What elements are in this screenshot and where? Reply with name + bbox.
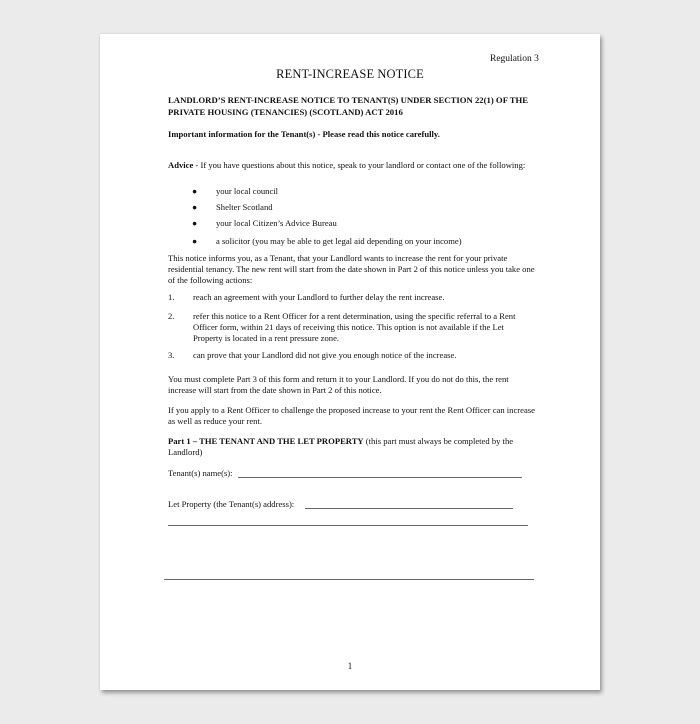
bullet-icon: ● (192, 236, 198, 246)
action-text: can prove that your Landlord did not give you enough notice of the increase. (193, 350, 457, 360)
advice-text: - If you have questions about this notice, speak to your landlord or contact one of the following: (193, 160, 526, 170)
page-number: 1 (347, 661, 353, 671)
part3-notice: You must complete Part 3 of this form and return it to your Landlord. If you do not do this, the rent increase will start from the date shown in Part 2 of this notice. (168, 374, 509, 395)
action-number: 3. (168, 350, 175, 360)
part1-note: (this part must always be completed by the Landlord) (168, 436, 514, 457)
let-property-label: Let Property (the Tenant(s) address): (168, 499, 295, 509)
rent-officer-notice: If you apply to a Rent Officer to challenge the proposed increase to your rent the Rent Officer can increase as well as reduce your rent. (168, 405, 535, 426)
tenant-names-label: Tenant(s) name(s): (168, 468, 233, 478)
bullet-icon: ● (192, 218, 198, 228)
bullet-icon: ● (192, 186, 198, 196)
let-property-field-line2[interactable] (168, 525, 528, 526)
regulation-label: Regulation 3 (490, 54, 539, 64)
action-number: 2. (168, 311, 175, 321)
advice-paragraph (168, 160, 538, 171)
action-text: reach an agreement with your Landlord to further delay the rent increase. (193, 292, 445, 302)
let-property-field[interactable] (305, 508, 513, 509)
tenant-names-field[interactable] (238, 477, 522, 478)
advice-label: Advice (168, 160, 194, 170)
document-page: Regulation 3 RENT-INCREASE NOTICE LANDLORD’S RENT-INCREASE NOTICE TO TENANT(S) UNDER SECTION 22(1) OF THE PRIVATE HOUSING (TENANCIES) (SCOTLAND) ACT 2016 Important information for the Tenant(s) - Please read this notice carefully. Advice - If you have questions about this notice, speak to your landlord or contact one of the following: ● your local council ● Shelter Scotland ● your local Citizen’s Advice Bureau ● a solicitor (you may be able to get legal aid depending on your income) This notice informs you, as a Tenant, that your Landlord wants to increase the rent for your private residential tenancy. The new rent will start from the date shown in Part 2 of this notice unless you take one of the following actions: 1. reach an agreement with your Landlord to further delay the rent increase. 2. refer this notice to a Rent Officer for a rent determination, using the specific referral to a Rent Officer form, within 21 days of receiving this notice. This option is not available if the Let Property is located in a rent pressure zone. 3. can prove that your Landlord did not give you enough notice of the increase. You must complete Part 3 of this form and return it to your Landlord. If you do not do this, the rent increase will start from the date shown in Part 2 of this notice. If you apply to a Rent Officer to challenge the proposed increase to your rent the Rent Officer can increase as well as reduce your rent. Part 1 – THE TENANT AND THE LET PROPERTY (this part must always be completed by the Landlord) Tenant(s) name(s): Let Property (the Tenant(s) address): 1 (100, 34, 600, 690)
notice-heading: LANDLORD’S RENT-INCREASE NOTICE TO TENANT(S) UNDER SECTION 22(1) OF THE PRIVATE HOUSING (TENANCIES) (SCOTLAND) ACT 2016 (168, 95, 529, 117)
bullet-icon: ● (192, 202, 198, 212)
action-number: 1. (168, 292, 175, 302)
important-info: Important information for the Tenant(s) - Please read this notice carefully. (168, 129, 440, 139)
intro-paragraph: This notice informs you, as a Tenant, that your Landlord wants to increase the rent for your private residential tenancy. The new rent will start from the date shown in Part 2 of this notice unless you take one of the following actions: (168, 253, 535, 285)
action-text: refer this notice to a Rent Officer for a rent determination, using the specific referral to a Rent Officer form, within 21 days of receiving this notice. This option is not available if the Let Property is located in a rent pressure zone. (193, 311, 516, 343)
part1-heading (168, 436, 538, 458)
page-title: RENT-INCREASE NOTICE (276, 67, 424, 81)
let-property-field-line3[interactable] (164, 579, 534, 580)
part1-label: Part 1 – THE TENANT AND THE LET PROPERTY (168, 436, 364, 446)
